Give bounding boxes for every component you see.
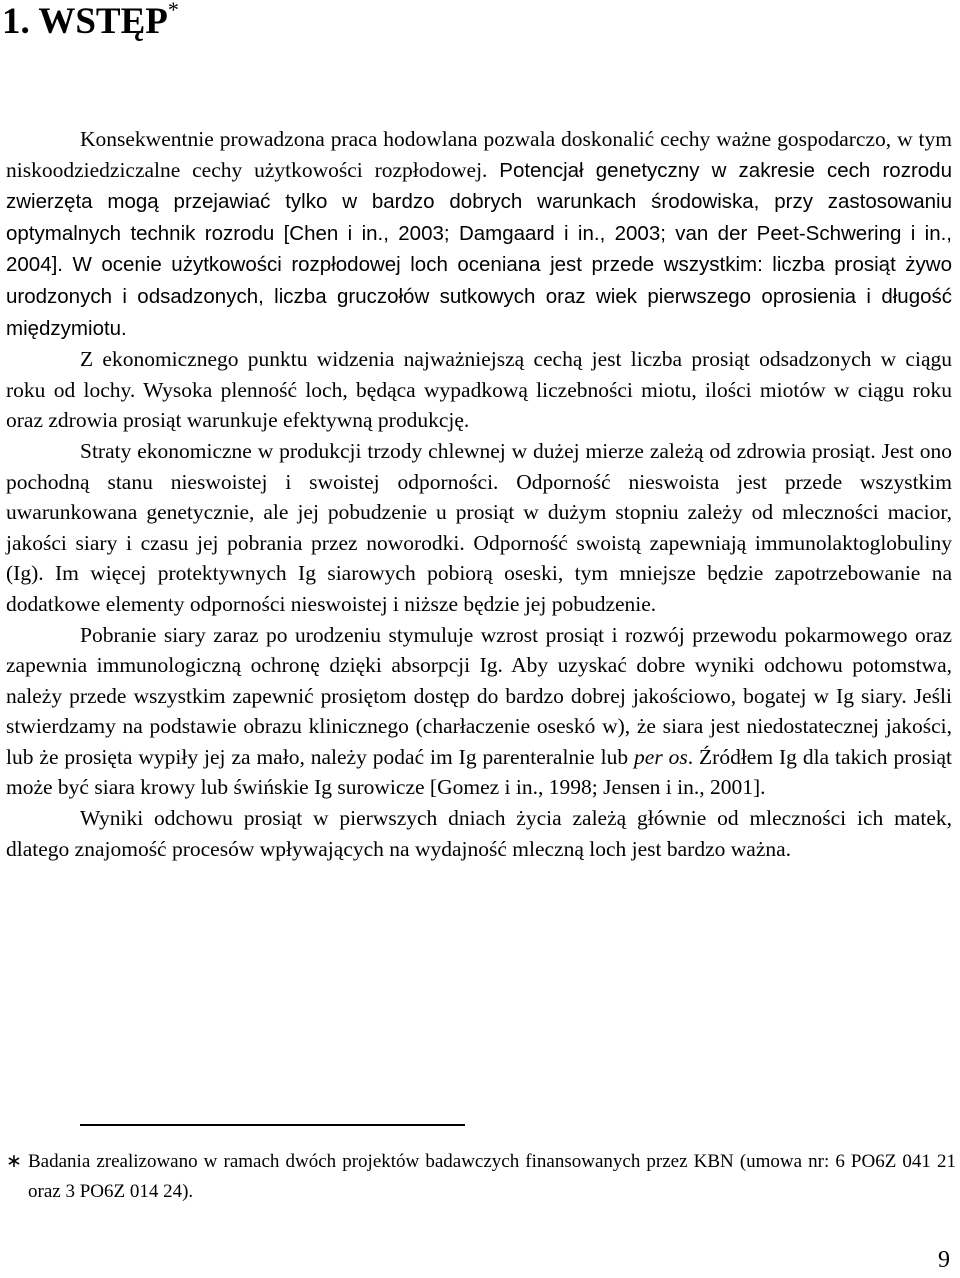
footnote-reference-marker: * — [167, 0, 179, 22]
paragraph-3: Straty ekonomiczne w produkcji trzody chlewnej w dużej mierze zależą od zdrowia prosiąt. Jest ono pochodną stanu nieswoistej i swoistej odporności. Odporność nieswoista jest przede wszystkim uwarunkowana genetycznie, ale jej pobudzenie u prosiąt w dużym stopniu zależy od mleczności macior, jakości siary i czasu jej pobrania przez noworodki. Odporność swoistą zapewniają immunolaktoglobuliny (Ig). Im więcej protektywnych Ig siarowych pobiorą oseski, tym mniejsze będzie zapotrzebowanie na dodatkowe elementy odporności nieswoistej i niższe będzie jej pobudzenie. — [6, 438, 952, 616]
paragraph-1-part-a: Konsekwentnie prowadzona praca hodowlana pozwala doskonalić cechy ważne gospodarczo, w tym niskoodziedziczalne cechy użytkowości rozpłodowej. — [6, 127, 952, 182]
section-heading — [2, 0, 179, 44]
paragraph-4-italic: per os — [634, 744, 688, 769]
paragraph-1-part-c: W ocenie użytkowości rozpłodowej loch oceniana jest przede wszystkim: liczba prosiąt żywo urodzonych i odsadzonych, liczba gruczołów sutkowych oraz wiek pierwszego oprosienia i długość międzymiotu. — [6, 253, 952, 340]
paragraph-1 — [6, 124, 952, 344]
paragraph-4-part-b: . Źródłem Ig dla takich prosiąt może być siara krowy lub świńskie Ig surowicze [Gomez i in., 1998; Jensen i in., 2001]. — [6, 744, 952, 800]
footnote-text: Badania zrealizowano w ramach dwóch projektów badawczych finansowanych przez KBN (umowa nr: 6 PO6Z 041 21 oraz 3 PO6Z 014 24). — [28, 1151, 956, 1202]
paragraph-5: Wyniki odchowu prosiąt w pierwszych dniach życia zależą głównie od mleczności ich matek, dlatego znajomość procesów wpływających na wydajność mleczną loch jest bardzo ważna. — [6, 806, 952, 861]
paragraph-4 — [6, 620, 952, 804]
footnote-marker: ∗ — [6, 1151, 22, 1172]
footnote-separator — [80, 1124, 465, 1126]
body-text — [6, 124, 952, 864]
footnote — [6, 1147, 956, 1207]
paragraph-1-part-b: Potencjał genetyczny w zakresie cech rozrodu zwierzęta mogą przejawiać tylko w bardzo dobrych warunkach środowiska, przy zastosowaniu optymalnych technik rozrodu [Chen i in., 2003; Damgaard i in., 2003; van der Peet-Schwering i in., 2004]. — [6, 158, 952, 277]
page-number: 9 — [938, 1247, 950, 1273]
heading-text: 1. WSTĘP — [2, 1, 168, 42]
paragraph-2: Z ekonomicznego punktu widzenia najważniejszą cechą jest liczba prosiąt odsadzonych w ciągu roku od lochy. Wysoka plenność loch, będąca wypadkową liczebności miotu, ilości miotów w ciągu roku oraz zdrowia prosiąt warunkuje efektywną produkcję. — [6, 347, 952, 433]
paragraph-4-part-a: Pobranie siary zaraz po urodzeniu stymuluje wzrost prosiąt i rozwój przewodu pokarmowego oraz zapewnia immunologiczną ochronę dzięki absorpcji Ig. Aby uzyskać dobre wyniki odchowu potomstwa, należy przede wszystkim zapewnić prosiętom dostęp do bardzo dobrej jakościowo, bogatej w Ig siary. Jeśli stwierdzamy na podstawie obrazu klinicznego (charłaczenie oseskó w), że siara jest niedostatecznej jakości, lub że prosięta wypiły jej za mało, należy podać im Ig parenteralnie lub — [6, 622, 952, 769]
